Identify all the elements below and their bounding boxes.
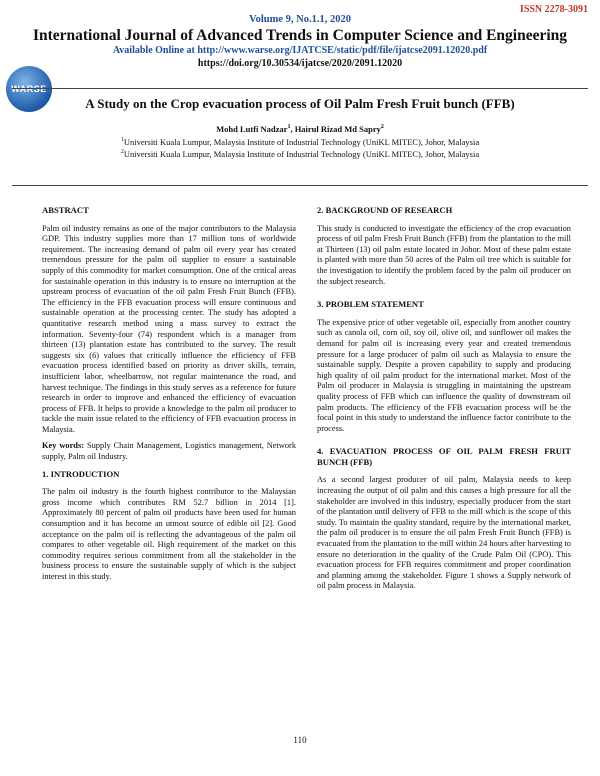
volume-info: Volume 9, No.1.1, 2020 [249, 14, 351, 25]
abstract-text: Palm oil industry remains as one of the major contributors to the Malaysia GDP. This industry supplies more than 17 million tons of worldwide requirement. The increasing demand of palm oil every year has created tremendous pressure for the palm oil supplier to ensure a sustainable supply of this commodity for market consumption. One of the critical areas for sustainable operation in this industry is to ensure no interruption at the upstream process of evacuation of the oil palm Fresh Fruit Bunch (FFB). The efficiency in the FFB evacuation process will ensure continuous and sustainable operation at the processing center. The study has adopted a quantitative research method using a mass survey to extract the information. Seventy-four (74) respondent which is a manager from thirteen (13) plantation estate has contributed to the survey. The result suggests six (6) values that critically influence the efficiency of FFB evacuation process identified based on priority as driver skills, terrain, insufficient labor, wheelbarrow, not regular maintenance the road, and harvest technique. The findings in this study serves as a reference for future research in order to improve and enhanced the efficiency of evacuation process of FFB. It helps to provide a knowledge to the palm oil producer to tackle the main issue related to the efficiency of FFB evacuation process in Malaysia. [42, 223, 296, 434]
evacuation-heading: 4. EVACUATION PROCESS OF OIL PALM FRESH FRUIT BUNCH (FFB) [317, 446, 571, 467]
header-divider [12, 88, 588, 89]
available-online-link[interactable]: Available Online at http://www.warse.org/IJATCSE/static/pdf/file/ijatcse2091.12020.pdf [112, 45, 488, 56]
paper-title: A Study on the Crop evacuation process of Oil Palm Fresh Fruit bunch (FFB) [85, 96, 515, 111]
introduction-heading: 1. INTRODUCTION [42, 468, 120, 479]
problem-statement-text: The expensive price of other vegetable oil, especially from another country such as canola oil, corn oil, soy oil, olive oil, and sunflower oil makes the demand for palm oil is increasing every year and created tremendous pressure for a large producer of palm oil such as Malaysia to ensure the sustainable supply. Despite a proven capability to supply and producing high quality of oil palm product for the international market. Most of the Palm oil producer in Malaysia is struggling in maintaining the upstream quality process of FFB which can influence the quality of downstream oil palm products. The efficiency of the FFB evacuation process will be the focal point in this study to understand the influence factor contribute to the process. [317, 317, 571, 433]
problem-statement-heading: 3. PROBLEM STATEMENT [317, 299, 424, 310]
evacuation-text: As a second largest producer of oil palm, Malaysia needs to keep increasing the output of oil palm and this causes a high pressure for all the stakeholder are involved in this industry, especially producer from the start of the plantation until delivery of FFB to the mill which is the scope of this study. To maintain the quality standard, require by the international market, the palm oil producer is to ensure the oil palm Fresh Fruit Bunch (FFB) is evacuated from the plantation to the mill within 24 hours after harvesting to ensure no deterioration in the quality of the Crude Palm Oil (CPO). This evacuation process for FFB requires commitment and proper coordination and planning among the stakeholder. Figure 1 shows a Supply network of oil palm process in Malaysia. [317, 475, 571, 591]
affiliation-2: $^2$Universiti Kuala Lumpur, Malaysia Institute of Industrial Technology (UniKL MITEC), Johor, Malaysia [120, 149, 480, 159]
title-divider [12, 185, 588, 186]
doi-link[interactable]: https://doi.org/10.30534/ijatcse/2020/2091.12020 [197, 58, 403, 69]
right-column [317, 205, 571, 598]
left-column [42, 205, 296, 589]
background-text: This study is conducted to investigate the efficiency of the crop evacuation process of oil palm Fresh Fruit Bunch (FFB) from the plantation to the mill at Thirteen (13) oil palm estate located in Johor. Most of these palm estate is planted with more than 50 acres of the Palm oil tree which is suitable for the investigation to identify the problem faced by the palm oil producer on the subject research. [317, 223, 571, 286]
journal-title: International Journal of Advanced Trends in Computer Science and Engineering [32, 27, 568, 44]
page-number: 110 [293, 735, 307, 745]
logo-text: WARSE [11, 84, 47, 94]
authors: Mohd Lutfi Nadzar$^1$, Hairul Rizad Md Sapry$^2$ [216, 124, 384, 134]
affiliation-1: $^1$Universiti Kuala Lumpur, Malaysia Institute of Industrial Technology (UniKL MITEC), Johor, Malaysia [120, 137, 480, 147]
introduction-text: The palm oil industry is the fourth highest contributor to the Malaysian gross income which contributes RM 52.7 billion in 2014 [1]. Approximately 80 percent of palm oil products have been used for human consumption and it has become an utmost source of edible oil [2]. Good acceptance on the palm oil is reflecting the advantageous of the palm oil compares to other vegetable oil. High requirement of the market on this commodity requires serious commitment from all the stakeholder in the business process to ensure the sustainable supply of which is the subject interest in this study. [42, 487, 296, 581]
abstract-heading: ABSTRACT [42, 205, 89, 215]
background-heading: 2. BACKGROUND OF RESEARCH [317, 205, 453, 215]
issn: ISSN 2278-3091 [519, 4, 588, 15]
keywords: Key words: Supply Chain Management, Logistics management, Network supply, Palm oil Industry. [42, 441, 297, 462]
